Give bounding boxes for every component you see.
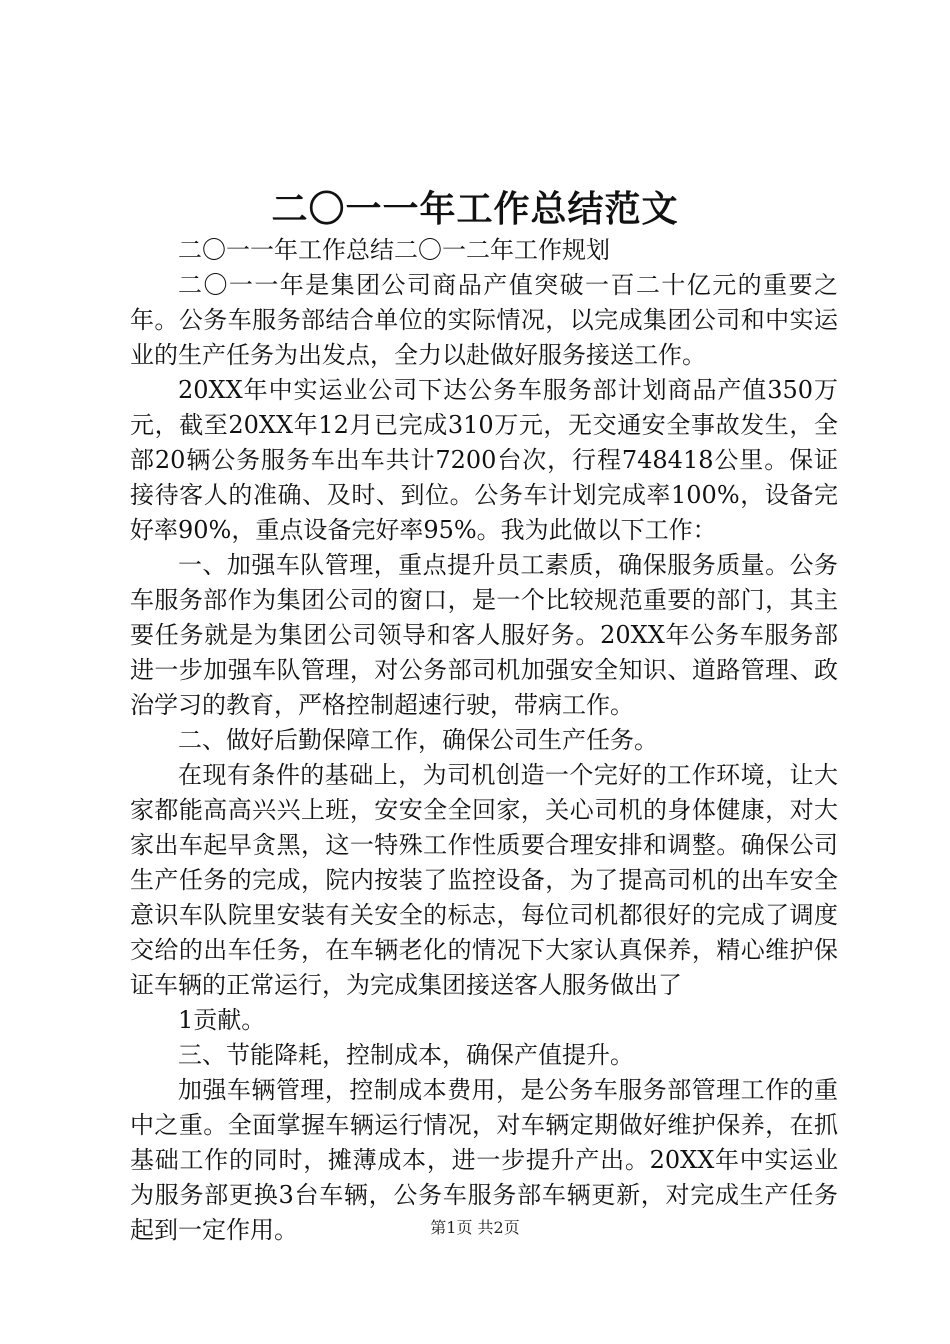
- paragraph-statistics: 20XX年中实运业公司下达公务车服务部计划商品产值350万元，截至20XX年12月已完成310万元，无交通安全事故发生，全部20辆公务服务车出车共计7200台次，行程748418公里。保证接待客人的准确、及时、到位。公务车计划完成率100%，设备完好率90%，重点设备完好率95%。我为此做以下工作：: [130, 376, 838, 544]
- document-body: [130, 233, 838, 1248]
- paragraph-section-two-heading: 二、做好后勤保障工作，确保公司生产任务。: [178, 726, 658, 754]
- paragraph-section-three-heading: 三、节能降耗，控制成本，确保产值提升。: [178, 1041, 634, 1069]
- paragraph-subtitle: 二〇一一年工作总结二〇一二年工作规划: [178, 236, 610, 264]
- paragraph-section-three-body: 加强车辆管理，控制成本费用，是公务车服务部管理工作的重中之重。全面掌握车辆运行情况，对车辆定期做好维护保养，在抓基础工作的同时，摊薄成本，进一步提升产出。20XX年中实运业为服务部更换3台车辆，公务车服务部车辆更新，对完成生产任务起到一定作用。: [130, 1076, 838, 1244]
- paragraph-section-two-end: 1贡献。: [178, 1006, 266, 1034]
- paragraph-section-one: 一、加强车队管理，重点提升员工素质，确保服务质量。公务车服务部作为集团公司的窗口，是一个比较规范重要的部门，其主要任务就是为集团公司领导和客人服好务。20XX年公务车服务部进一步加强车队管理，对公务部司机加强安全知识、道路管理、政治学习的教育，严格控制超速行驶，带病工作。: [130, 551, 838, 719]
- paragraph-intro: 二〇一一年是集团公司商品产值突破一百二十亿元的重要之年。公务车服务部结合单位的实际情况，以完成集团公司和中实运业的生产任务为出发点，全力以赴做好服务接送工作。: [130, 271, 838, 369]
- document-title: 二〇一一年工作总结范文: [271, 188, 679, 230]
- paragraph-section-two-body: 在现有条件的基础上，为司机创造一个完好的工作环境，让大家都能高高兴兴上班，安安全全回家，关心司机的身体健康，对大家出车起早贪黑，这一特殊工作性质要合理安排和调整。确保公司生产任务的完成，院内按装了监控设备，为了提高司机的出车安全意识车队院里安装有关安全的标志，每位司机都很好的完成了调度交给的出车任务，在车辆老化的情况下大家认真保养，精心维护保证车辆的正常运行，为完成集团接送客人服务做出了: [130, 761, 838, 999]
- page-footer: 第1页 共2页: [430, 1218, 520, 1237]
